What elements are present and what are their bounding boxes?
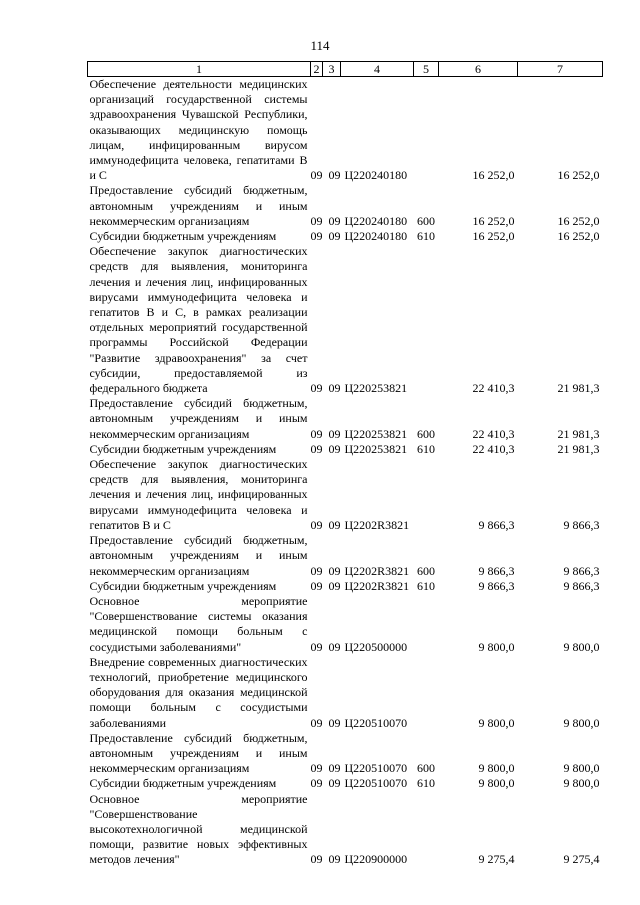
row-name: Основное мероприятие "Совершенствование высокотехнологичной медицинской помощи, развитие новых эффективных методов лечения" [89, 791, 308, 867]
row-amount-year1: 9 800,0 [478, 715, 515, 730]
row-section: 09 [310, 441, 323, 456]
budget-table [87, 61, 603, 868]
row-expense-type: 610 [417, 776, 435, 791]
row-expense-type: 600 [417, 213, 435, 228]
row-expense-type: 610 [417, 578, 435, 593]
row-section: 09 [310, 517, 323, 532]
row-target-code: Ц220253821 [344, 381, 408, 396]
table-row [88, 442, 603, 457]
header-col-2: 2 [311, 62, 323, 77]
table-row [88, 183, 603, 229]
row-target-code: Ц220253821 [344, 441, 408, 456]
table-row [88, 594, 603, 655]
table-row [88, 457, 603, 533]
row-subsection: 09 [328, 715, 341, 730]
row-expense-type [414, 655, 439, 731]
row-amount-year2: 21 981,3 [557, 441, 600, 456]
row-target-code: Ц220240180 [344, 213, 408, 228]
row-subsection: 09 [328, 229, 341, 244]
row-amount-year2: 9 866,3 [563, 517, 600, 532]
row-name: Субсидии бюджетным учреждениям [89, 776, 277, 791]
row-subsection: 09 [328, 578, 341, 593]
row-expense-type [414, 792, 439, 868]
row-name: Предоставление субсидий бюджетным, автономным учреждениям и иным некоммерческим организациям [89, 533, 308, 578]
row-amount-year2: 9 800,0 [563, 715, 600, 730]
row-name: Субсидии бюджетным учреждениям [89, 578, 277, 593]
row-target-code: Ц220510070 [344, 715, 408, 730]
table-row [88, 579, 603, 594]
row-name: Обеспечение деятельности медицинских организаций государственной системы здравоохранения Чувашской Республики, оказывающих медицинскую помощь лицам, инфицированным вирусом иммунодефицита человека, гепатитами В и С [89, 77, 308, 183]
row-amount-year2: 16 252,0 [557, 168, 600, 183]
table-row [88, 244, 603, 396]
row-target-code: Ц220253821 [344, 426, 408, 441]
row-name: Обеспечение закупок диагностических средств для выявления, мониторинга лечения и лечения лиц, инфицированных вирусами иммунодефицита человека и гепатитов В и С, в рамках реализации отдельных мероприятий государственной программы Российской Федерации "Развитие здравоохранения" за счет субсидии, предоставляемой из федерального бюджета [89, 244, 308, 396]
header-row [88, 62, 603, 77]
row-amount-year2: 9 275,4 [563, 852, 600, 867]
row-section: 09 [310, 168, 323, 183]
table-header [88, 62, 603, 77]
row-section: 09 [310, 639, 323, 654]
header-col-1: 1 [88, 62, 311, 77]
row-target-code: Ц220500000 [344, 639, 408, 654]
row-amount-year1: 9 275,4 [478, 852, 515, 867]
row-amount-year2: 9 866,3 [563, 563, 600, 578]
row-amount-year2: 21 981,3 [557, 426, 600, 441]
row-name: Предоставление субсидий бюджетным, автономным учреждениям и иным некоммерческим организациям [89, 730, 308, 776]
row-section: 09 [310, 213, 323, 228]
row-expense-type [414, 244, 439, 396]
row-amount-year1: 22 410,3 [472, 426, 515, 441]
row-subsection: 09 [328, 381, 341, 396]
row-section: 09 [310, 715, 323, 730]
row-amount-year1: 9 800,0 [478, 776, 515, 791]
row-amount-year1: 22 410,3 [472, 381, 515, 396]
table-row [88, 229, 603, 244]
row-amount-year1: 16 252,0 [472, 213, 515, 228]
row-name: Основное мероприятие "Совершенствование системы оказания медицинской помощи больным с сосудистыми заболеваниями" [89, 593, 308, 654]
row-section: 09 [310, 776, 323, 791]
table-row [88, 77, 603, 184]
table-row [88, 396, 603, 442]
row-amount-year2: 9 866,3 [563, 578, 600, 593]
row-target-code: Ц2202R3821 [344, 578, 410, 593]
table-row [88, 731, 603, 777]
table-body [88, 77, 603, 868]
row-expense-type: 600 [417, 761, 435, 776]
row-section: 09 [310, 563, 323, 578]
row-subsection: 09 [328, 168, 341, 183]
row-section: 09 [310, 852, 323, 867]
row-subsection: 09 [328, 441, 341, 456]
row-target-code: Ц2202R3821 [344, 563, 410, 578]
row-expense-type [414, 77, 439, 184]
table-row [88, 792, 603, 868]
row-expense-type [414, 594, 439, 655]
row-name: Предоставление субсидий бюджетным, автономным учреждениям и иным некоммерческим организациям [89, 183, 308, 228]
header-col-5: 5 [414, 62, 439, 77]
row-amount-year1: 16 252,0 [472, 168, 515, 183]
row-subsection: 09 [328, 639, 341, 654]
row-subsection: 09 [328, 517, 341, 532]
row-name: Субсидии бюджетным учреждениям [89, 441, 277, 456]
row-amount-year2: 16 252,0 [557, 213, 600, 228]
row-amount-year2: 21 981,3 [557, 381, 600, 396]
row-expense-type: 610 [417, 229, 435, 244]
row-subsection: 09 [328, 776, 341, 791]
row-expense-type: 610 [417, 441, 435, 456]
row-target-code: Ц2202R3821 [344, 517, 410, 532]
page-number: 114 [310, 38, 330, 53]
row-expense-type [414, 457, 439, 533]
row-subsection: 09 [328, 852, 341, 867]
row-amount-year1: 16 252,0 [472, 229, 515, 244]
row-section: 09 [310, 381, 323, 396]
row-section: 09 [310, 761, 323, 776]
table-row [88, 776, 603, 791]
row-subsection: 09 [328, 213, 341, 228]
row-subsection: 09 [328, 426, 341, 441]
row-section: 09 [310, 426, 323, 441]
row-name: Внедрение современных диагностических технологий, приобретение медицинского оборудования для оказания медицинской помощи больным с сосудистыми заболеваниями [89, 654, 308, 730]
row-section: 09 [310, 229, 323, 244]
row-name: Обеспечение закупок диагностических средств для выявления, мониторинга лечения и лечения лиц, инфицированных вирусами иммунодефицита человека и гепатитов В и С [89, 457, 308, 532]
header-col-7: 7 [518, 62, 603, 77]
row-amount-year2: 9 800,0 [563, 776, 600, 791]
header-col-3: 3 [323, 62, 341, 77]
row-section: 09 [310, 578, 323, 593]
row-target-code: Ц220510070 [344, 776, 408, 791]
row-amount-year1: 9 800,0 [478, 761, 515, 776]
row-amount-year2: 9 800,0 [563, 761, 600, 776]
row-amount-year1: 22 410,3 [472, 441, 515, 456]
row-target-code: Ц220240180 [344, 168, 408, 183]
header-col-4: 4 [341, 62, 414, 77]
table-row [88, 655, 603, 731]
row-expense-type: 600 [417, 563, 435, 578]
row-amount-year1: 9 800,0 [478, 639, 515, 654]
row-target-code: Ц220240180 [344, 229, 408, 244]
row-expense-type: 600 [417, 426, 435, 441]
row-name: Субсидии бюджетным учреждениям [89, 229, 277, 244]
row-name: Предоставление субсидий бюджетным, автономным учреждениям и иным некоммерческим организациям [89, 396, 308, 441]
row-target-code: Ц220900000 [344, 852, 408, 867]
row-subsection: 09 [328, 563, 341, 578]
row-subsection: 09 [328, 761, 341, 776]
row-amount-year1: 9 866,3 [478, 578, 515, 593]
header-col-6: 6 [439, 62, 518, 77]
row-amount-year2: 16 252,0 [557, 229, 600, 244]
row-target-code: Ц220510070 [344, 761, 408, 776]
row-amount-year1: 9 866,3 [478, 517, 515, 532]
row-amount-year1: 9 866,3 [478, 563, 515, 578]
table-row [88, 533, 603, 579]
row-amount-year2: 9 800,0 [563, 639, 600, 654]
